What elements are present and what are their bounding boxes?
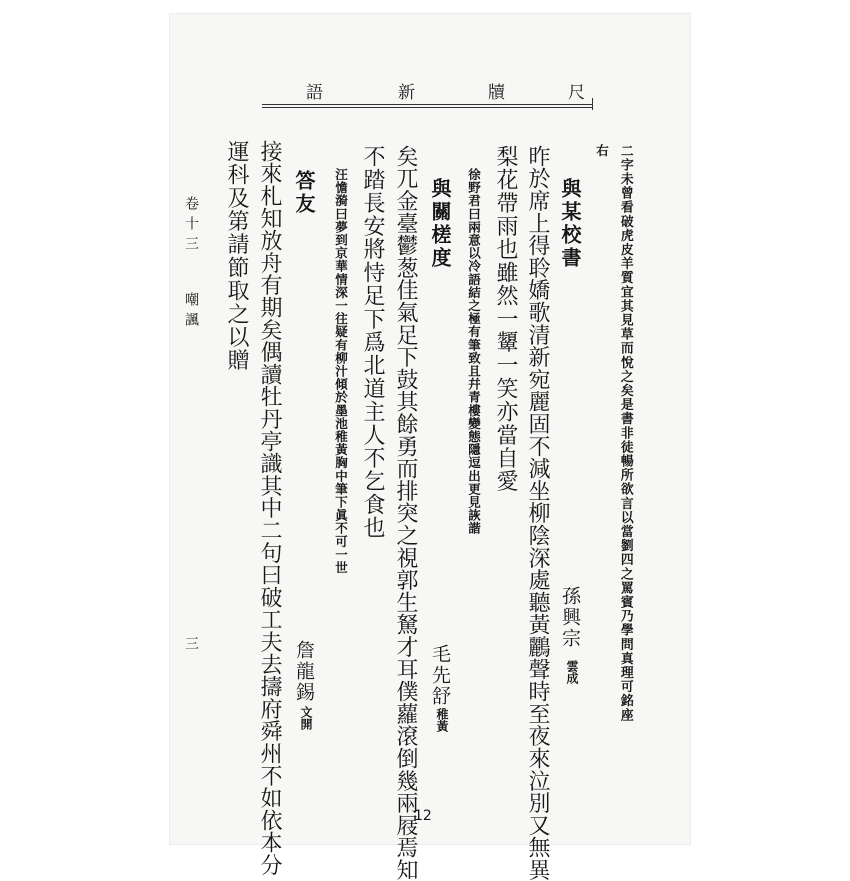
commentary-1: 徐野君曰兩意以冷語結之極有筆致且幷青樓變態隱逗出更見詼諧 <box>466 168 482 535</box>
header-rule <box>262 104 592 105</box>
text-column-13: 運科及第請節取之以贈 <box>224 140 249 372</box>
text-column-9: 不踏長安將恃足下爲北道主人不乞食也 <box>360 145 385 540</box>
text-column-8: 矣兀金臺鬱葱佳氣足下鼓其餘勇而排突之視郭生駑才耳僕蘿滾倒幾兩屐焉知 <box>393 145 418 881</box>
paper-sheet <box>170 14 690 844</box>
letter-author-2-style: 稚黃 <box>435 708 449 732</box>
header-rule-hook <box>584 98 593 110</box>
page-number: 12 <box>414 808 432 824</box>
header-char-3: 新 <box>398 83 415 103</box>
volume-label: 卷十三 <box>183 196 199 256</box>
letter-author-2: 毛先舒 <box>429 644 451 707</box>
text-column-4: 昨於席上得聆嬌歌清新宛麗固不減坐柳陰深處聽黃鸝聲時至夜來泣別又無異 <box>525 145 550 881</box>
letter-author-1-style: 雲成 <box>565 660 579 684</box>
text-column-2: 右 <box>594 144 610 158</box>
letter-author-1: 孫興宗 <box>559 586 581 649</box>
letter-author-3-style: 文開 <box>299 706 313 730</box>
text-column-1: 二字未曾看破虎皮羊質宜其見草而悅之矣是書非徒暢所欲言以當劉四之罵賓乃學問真理可銘座 <box>617 144 633 723</box>
letter-title-3: 答友 <box>292 170 316 216</box>
header-char-4: 語 <box>306 83 323 103</box>
text-column-12: 接來札知放舟有期矣偶讀牡丹亭識其中二句曰破工夫去擣府舜州不如依本分 <box>257 140 282 876</box>
text-column-5: 梨花帶雨也雖然一顰一笑亦當自愛 <box>493 145 518 493</box>
chinese-page-number: 三 <box>183 636 199 656</box>
letter-author-3: 詹龍錫 <box>293 640 315 703</box>
letter-title-1: 與某校書 <box>558 178 582 270</box>
commentary-2: 汪憺漪曰夢到京華情深一往疑有柳汁傾於墨池稚黃胸中筆下眞不可一世 <box>333 168 349 575</box>
header-char-2: 牘 <box>488 83 505 103</box>
header-rule-second <box>262 107 592 108</box>
letter-title-2: 與關槎度 <box>428 178 452 270</box>
section-label: 嘲諷 <box>183 292 199 332</box>
header-char-1: 尺 <box>568 83 585 103</box>
